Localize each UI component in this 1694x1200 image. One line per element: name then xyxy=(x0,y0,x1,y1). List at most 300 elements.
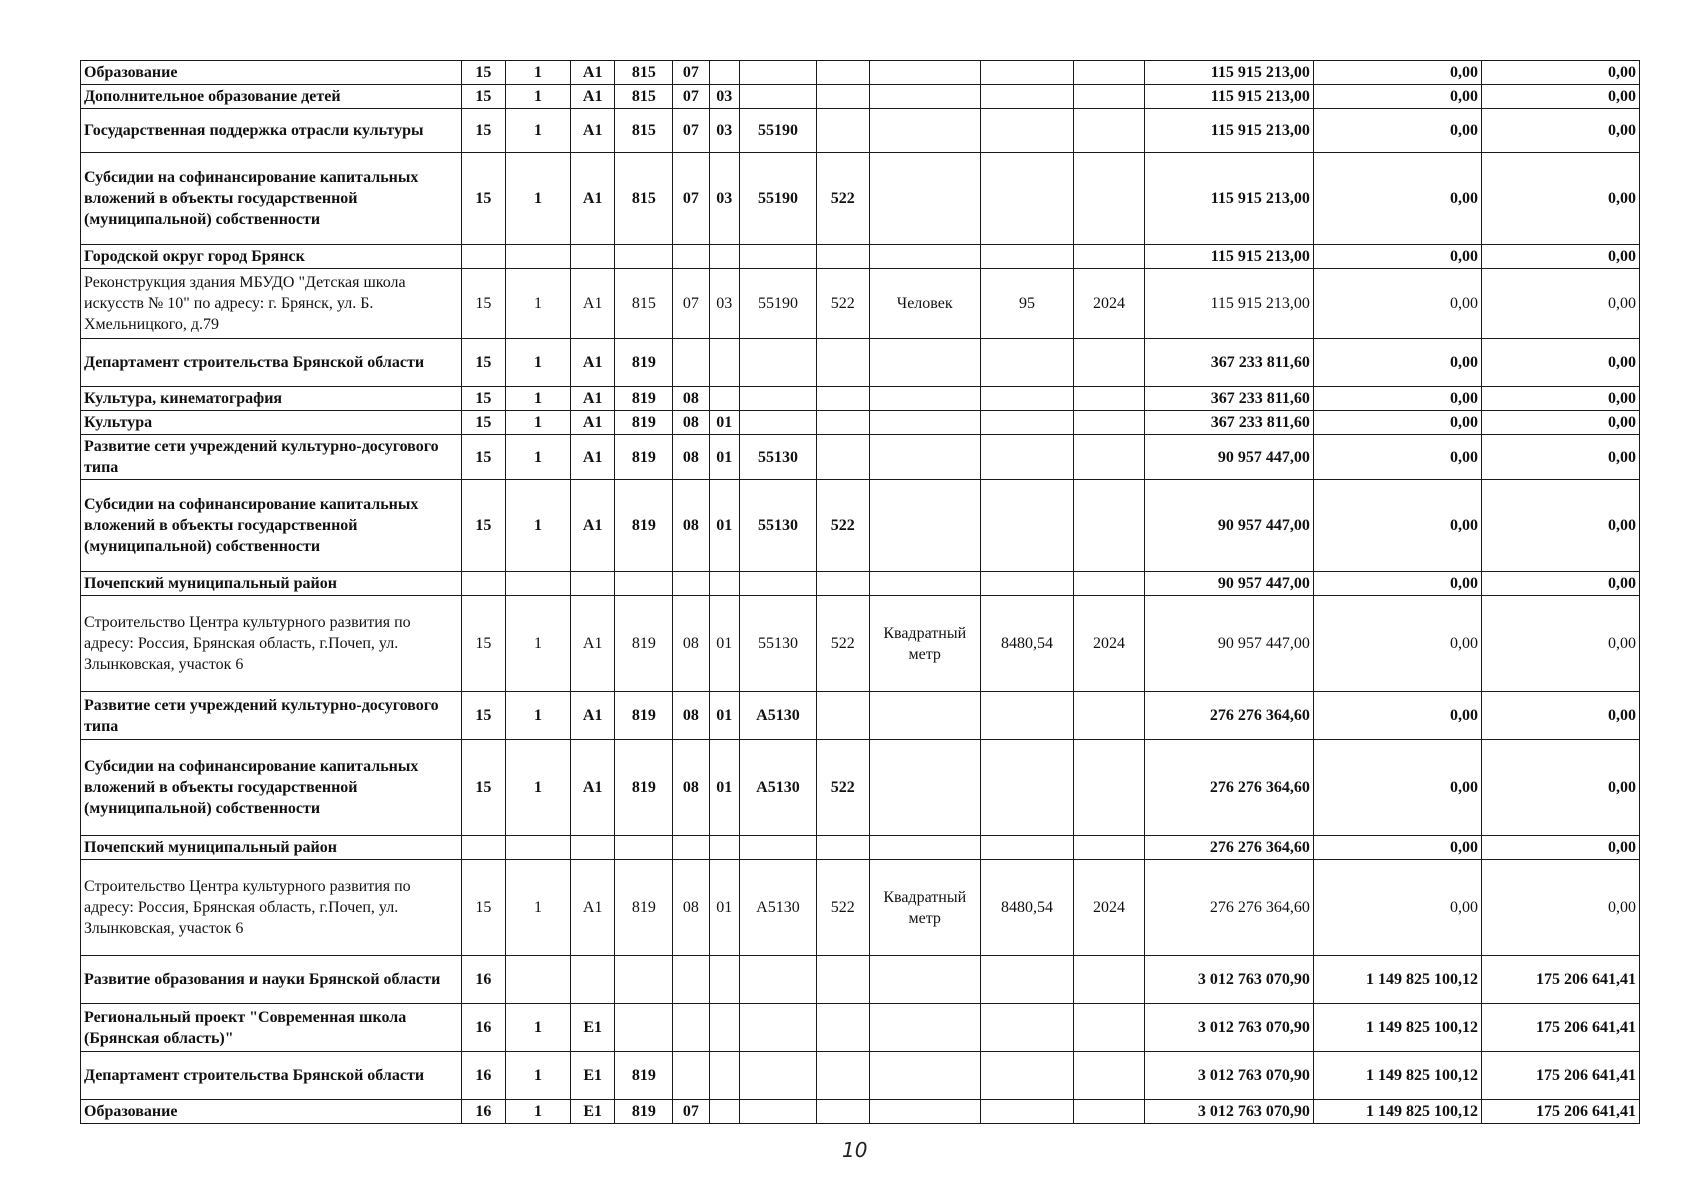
cell-unit: Квадратный метр xyxy=(869,596,980,692)
cell-year xyxy=(1074,480,1145,572)
cell-subsection: 01 xyxy=(709,740,739,836)
cell-subprogram xyxy=(506,245,571,269)
cell-project xyxy=(570,836,615,860)
cell-program: 16 xyxy=(461,956,506,1004)
cell-sum-1: 90 957 447,00 xyxy=(1144,435,1313,480)
cell-sum-2: 0,00 xyxy=(1313,435,1481,480)
cell-year xyxy=(1074,61,1145,85)
cell-subprogram: 1 xyxy=(506,387,571,411)
cell-subsection: 01 xyxy=(709,692,739,740)
cell-year xyxy=(1074,411,1145,435)
cell-unit xyxy=(869,480,980,572)
cell-unit: Человек xyxy=(869,269,980,339)
cell-unit xyxy=(869,153,980,245)
cell-sum-1: 3 012 763 070,90 xyxy=(1144,1052,1313,1100)
cell-expense-type xyxy=(816,572,869,596)
cell-sum-1: 276 276 364,60 xyxy=(1144,692,1313,740)
cell-sum-1: 367 233 811,60 xyxy=(1144,387,1313,411)
cell-name: Образование xyxy=(81,61,462,85)
table-row xyxy=(81,692,1640,740)
cell-subsection: 03 xyxy=(709,109,739,153)
cell-sum-2: 0,00 xyxy=(1313,153,1481,245)
cell-target: А5130 xyxy=(739,692,816,740)
cell-capacity xyxy=(980,61,1073,85)
table-row xyxy=(81,411,1640,435)
cell-project: А1 xyxy=(570,61,615,85)
cell-project: А1 xyxy=(570,269,615,339)
cell-project xyxy=(570,245,615,269)
cell-gr: 819 xyxy=(615,411,673,435)
cell-program: 15 xyxy=(461,85,506,109)
cell-capacity xyxy=(980,411,1073,435)
cell-capacity: 8480,54 xyxy=(980,596,1073,692)
cell-sum-2: 1 149 825 100,12 xyxy=(1313,1052,1481,1100)
cell-project: Е1 xyxy=(570,1052,615,1100)
cell-capacity xyxy=(980,85,1073,109)
cell-subprogram: 1 xyxy=(506,85,571,109)
cell-expense-type: 522 xyxy=(816,860,869,956)
cell-name: Субсидии на софинансирование капитальных вложений в объекты государственной (муниципальной) собственности xyxy=(81,153,462,245)
cell-gr: 815 xyxy=(615,153,673,245)
cell-sum-3: 0,00 xyxy=(1481,411,1639,435)
cell-gr: 819 xyxy=(615,387,673,411)
cell-subsection: 01 xyxy=(709,435,739,480)
cell-year xyxy=(1074,1052,1145,1100)
cell-expense-type xyxy=(816,61,869,85)
cell-expense-type xyxy=(816,956,869,1004)
cell-program: 16 xyxy=(461,1004,506,1052)
cell-capacity xyxy=(980,1004,1073,1052)
cell-sum-3: 175 206 641,41 xyxy=(1481,1052,1639,1100)
cell-subprogram: 1 xyxy=(506,269,571,339)
cell-target xyxy=(739,85,816,109)
cell-expense-type xyxy=(816,692,869,740)
cell-gr: 815 xyxy=(615,61,673,85)
cell-gr xyxy=(615,245,673,269)
cell-year: 2024 xyxy=(1074,269,1145,339)
cell-sum-1: 115 915 213,00 xyxy=(1144,153,1313,245)
table-row xyxy=(81,1004,1640,1052)
cell-unit xyxy=(869,435,980,480)
cell-name: Развитие сети учреждений культурно-досугового типа xyxy=(81,435,462,480)
cell-unit xyxy=(869,1052,980,1100)
cell-sum-2: 0,00 xyxy=(1313,339,1481,387)
cell-capacity xyxy=(980,1052,1073,1100)
cell-expense-type: 522 xyxy=(816,740,869,836)
cell-section xyxy=(673,836,709,860)
cell-gr: 819 xyxy=(615,1052,673,1100)
cell-unit xyxy=(869,85,980,109)
cell-subprogram: 1 xyxy=(506,692,571,740)
cell-sum-3: 0,00 xyxy=(1481,85,1639,109)
cell-subprogram: 1 xyxy=(506,1100,571,1124)
cell-year xyxy=(1074,836,1145,860)
cell-unit xyxy=(869,1004,980,1052)
cell-year xyxy=(1074,85,1145,109)
cell-program: 15 xyxy=(461,109,506,153)
cell-name: Развитие образования и науки Брянской области xyxy=(81,956,462,1004)
cell-target xyxy=(739,572,816,596)
cell-name: Культура, кинематография xyxy=(81,387,462,411)
cell-sum-3: 0,00 xyxy=(1481,245,1639,269)
cell-sum-1: 3 012 763 070,90 xyxy=(1144,1100,1313,1124)
cell-section: 08 xyxy=(673,387,709,411)
table-row xyxy=(81,339,1640,387)
cell-expense-type xyxy=(816,387,869,411)
cell-section: 07 xyxy=(673,1100,709,1124)
cell-subprogram: 1 xyxy=(506,153,571,245)
table-row xyxy=(81,740,1640,836)
cell-sum-2: 0,00 xyxy=(1313,411,1481,435)
cell-sum-2: 0,00 xyxy=(1313,860,1481,956)
cell-project xyxy=(570,956,615,1004)
cell-project: А1 xyxy=(570,411,615,435)
cell-subsection xyxy=(709,1004,739,1052)
table-row xyxy=(81,1100,1640,1124)
cell-program: 15 xyxy=(461,596,506,692)
cell-project: А1 xyxy=(570,109,615,153)
cell-section: 08 xyxy=(673,480,709,572)
cell-sum-1: 367 233 811,60 xyxy=(1144,339,1313,387)
cell-target: А5130 xyxy=(739,860,816,956)
cell-target xyxy=(739,245,816,269)
cell-program: 16 xyxy=(461,1052,506,1100)
cell-sum-3: 0,00 xyxy=(1481,692,1639,740)
cell-year xyxy=(1074,435,1145,480)
cell-year xyxy=(1074,387,1145,411)
cell-capacity xyxy=(980,572,1073,596)
cell-unit xyxy=(869,411,980,435)
table-row xyxy=(81,269,1640,339)
cell-year xyxy=(1074,153,1145,245)
table-row xyxy=(81,956,1640,1004)
cell-project: А1 xyxy=(570,339,615,387)
cell-gr: 819 xyxy=(615,435,673,480)
cell-section: 07 xyxy=(673,269,709,339)
cell-expense-type xyxy=(816,339,869,387)
cell-sum-1: 90 957 447,00 xyxy=(1144,480,1313,572)
cell-subsection xyxy=(709,339,739,387)
cell-subsection: 01 xyxy=(709,860,739,956)
cell-section: 07 xyxy=(673,109,709,153)
cell-program: 16 xyxy=(461,1100,506,1124)
cell-target xyxy=(739,956,816,1004)
table-row xyxy=(81,836,1640,860)
table-row xyxy=(81,387,1640,411)
cell-year xyxy=(1074,740,1145,836)
cell-subsection: 01 xyxy=(709,596,739,692)
cell-subprogram: 1 xyxy=(506,339,571,387)
cell-sum-2: 0,00 xyxy=(1313,245,1481,269)
cell-expense-type xyxy=(816,85,869,109)
cell-project: Е1 xyxy=(570,1004,615,1052)
cell-subprogram: 1 xyxy=(506,480,571,572)
table-row xyxy=(81,61,1640,85)
cell-program: 15 xyxy=(461,387,506,411)
cell-sum-2: 0,00 xyxy=(1313,269,1481,339)
cell-expense-type xyxy=(816,109,869,153)
cell-subsection xyxy=(709,1100,739,1124)
cell-capacity xyxy=(980,153,1073,245)
cell-capacity xyxy=(980,692,1073,740)
cell-unit xyxy=(869,572,980,596)
cell-sum-1: 90 957 447,00 xyxy=(1144,572,1313,596)
cell-sum-3: 0,00 xyxy=(1481,339,1639,387)
cell-program: 15 xyxy=(461,480,506,572)
cell-name: Городской округ город Брянск xyxy=(81,245,462,269)
table-row xyxy=(81,109,1640,153)
cell-year xyxy=(1074,1100,1145,1124)
cell-program: 15 xyxy=(461,153,506,245)
cell-capacity xyxy=(980,339,1073,387)
cell-subprogram xyxy=(506,836,571,860)
cell-gr: 815 xyxy=(615,269,673,339)
cell-section: 08 xyxy=(673,692,709,740)
cell-sum-3: 0,00 xyxy=(1481,269,1639,339)
table-row xyxy=(81,480,1640,572)
cell-subsection xyxy=(709,245,739,269)
cell-expense-type: 522 xyxy=(816,596,869,692)
cell-section xyxy=(673,572,709,596)
cell-sum-2: 0,00 xyxy=(1313,85,1481,109)
cell-program: 15 xyxy=(461,435,506,480)
cell-capacity: 95 xyxy=(980,269,1073,339)
cell-target xyxy=(739,1052,816,1100)
cell-program: 15 xyxy=(461,269,506,339)
cell-gr: 819 xyxy=(615,1100,673,1124)
cell-capacity xyxy=(980,480,1073,572)
cell-expense-type xyxy=(816,245,869,269)
cell-gr: 815 xyxy=(615,109,673,153)
cell-target xyxy=(739,1004,816,1052)
cell-subprogram: 1 xyxy=(506,740,571,836)
cell-capacity xyxy=(980,956,1073,1004)
cell-program: 15 xyxy=(461,740,506,836)
cell-sum-3: 0,00 xyxy=(1481,435,1639,480)
cell-expense-type xyxy=(816,1100,869,1124)
cell-subsection xyxy=(709,61,739,85)
cell-section xyxy=(673,339,709,387)
table-row xyxy=(81,435,1640,480)
cell-project: А1 xyxy=(570,692,615,740)
cell-subprogram: 1 xyxy=(506,411,571,435)
cell-sum-1: 3 012 763 070,90 xyxy=(1144,1004,1313,1052)
cell-sum-2: 0,00 xyxy=(1313,836,1481,860)
cell-project xyxy=(570,572,615,596)
table-row xyxy=(81,572,1640,596)
cell-capacity: 8480,54 xyxy=(980,860,1073,956)
cell-sum-3: 0,00 xyxy=(1481,109,1639,153)
cell-unit xyxy=(869,339,980,387)
cell-sum-1: 3 012 763 070,90 xyxy=(1144,956,1313,1004)
cell-subprogram: 1 xyxy=(506,1052,571,1100)
cell-sum-1: 115 915 213,00 xyxy=(1144,245,1313,269)
cell-name: Культура xyxy=(81,411,462,435)
cell-sum-3: 0,00 xyxy=(1481,153,1639,245)
cell-project: А1 xyxy=(570,435,615,480)
cell-year xyxy=(1074,572,1145,596)
cell-expense-type xyxy=(816,1052,869,1100)
cell-subprogram: 1 xyxy=(506,435,571,480)
cell-name: Субсидии на софинансирование капитальных вложений в объекты государственной (муниципальной) собственности xyxy=(81,740,462,836)
cell-gr: 819 xyxy=(615,860,673,956)
cell-capacity xyxy=(980,387,1073,411)
cell-name: Департамент строительства Брянской области xyxy=(81,339,462,387)
cell-project: Е1 xyxy=(570,1100,615,1124)
table-row xyxy=(81,153,1640,245)
cell-gr: 819 xyxy=(615,596,673,692)
cell-program xyxy=(461,836,506,860)
cell-name: Строительство Центра культурного развития по адресу: Россия, Брянская область, г.Почеп, ул. Злынковская, участок 6 xyxy=(81,596,462,692)
cell-gr: 819 xyxy=(615,692,673,740)
cell-unit: Квадратный метр xyxy=(869,860,980,956)
cell-name: Образование xyxy=(81,1100,462,1124)
cell-sum-2: 0,00 xyxy=(1313,692,1481,740)
table-row xyxy=(81,245,1640,269)
cell-sum-3: 0,00 xyxy=(1481,572,1639,596)
cell-year xyxy=(1074,109,1145,153)
cell-subprogram: 1 xyxy=(506,860,571,956)
table-row xyxy=(81,1052,1640,1100)
cell-sum-3: 0,00 xyxy=(1481,836,1639,860)
cell-section: 08 xyxy=(673,411,709,435)
cell-sum-1: 367 233 811,60 xyxy=(1144,411,1313,435)
cell-project: А1 xyxy=(570,480,615,572)
cell-unit xyxy=(869,245,980,269)
cell-unit xyxy=(869,387,980,411)
budget-table-body xyxy=(81,61,1640,1124)
cell-capacity xyxy=(980,435,1073,480)
cell-name: Региональный проект "Современная школа (Брянская область)" xyxy=(81,1004,462,1052)
cell-expense-type xyxy=(816,1004,869,1052)
cell-unit xyxy=(869,956,980,1004)
cell-year xyxy=(1074,956,1145,1004)
cell-name: Государственная поддержка отрасли культуры xyxy=(81,109,462,153)
cell-sum-2: 1 149 825 100,12 xyxy=(1313,956,1481,1004)
cell-gr xyxy=(615,836,673,860)
cell-sum-1: 276 276 364,60 xyxy=(1144,836,1313,860)
cell-project: А1 xyxy=(570,85,615,109)
cell-sum-2: 0,00 xyxy=(1313,61,1481,85)
cell-project: А1 xyxy=(570,596,615,692)
cell-target: 55130 xyxy=(739,435,816,480)
cell-subsection: 01 xyxy=(709,411,739,435)
cell-subprogram: 1 xyxy=(506,1004,571,1052)
cell-program: 15 xyxy=(461,61,506,85)
cell-subsection: 03 xyxy=(709,153,739,245)
cell-sum-2: 1 149 825 100,12 xyxy=(1313,1100,1481,1124)
cell-target xyxy=(739,61,816,85)
cell-sum-2: 0,00 xyxy=(1313,740,1481,836)
cell-sum-3: 0,00 xyxy=(1481,740,1639,836)
cell-name: Почепский муниципальный район xyxy=(81,836,462,860)
cell-expense-type xyxy=(816,836,869,860)
cell-expense-type: 522 xyxy=(816,480,869,572)
cell-subsection xyxy=(709,1052,739,1100)
cell-sum-1: 115 915 213,00 xyxy=(1144,85,1313,109)
page-number: 10 xyxy=(842,1138,868,1162)
cell-section xyxy=(673,245,709,269)
cell-sum-2: 0,00 xyxy=(1313,387,1481,411)
cell-section: 08 xyxy=(673,435,709,480)
cell-expense-type: 522 xyxy=(816,153,869,245)
cell-project: А1 xyxy=(570,387,615,411)
cell-capacity xyxy=(980,245,1073,269)
cell-gr: 815 xyxy=(615,85,673,109)
cell-gr xyxy=(615,956,673,1004)
table-row xyxy=(81,596,1640,692)
cell-sum-3: 175 206 641,41 xyxy=(1481,1004,1639,1052)
cell-target: 55190 xyxy=(739,153,816,245)
cell-subsection xyxy=(709,572,739,596)
cell-subprogram: 1 xyxy=(506,109,571,153)
cell-section: 08 xyxy=(673,596,709,692)
cell-target xyxy=(739,1100,816,1124)
cell-unit xyxy=(869,740,980,836)
cell-year xyxy=(1074,692,1145,740)
cell-subprogram: 1 xyxy=(506,61,571,85)
cell-name: Субсидии на софинансирование капитальных вложений в объекты государственной (муниципальной) собственности xyxy=(81,480,462,572)
cell-subprogram: 1 xyxy=(506,596,571,692)
cell-section: 08 xyxy=(673,740,709,836)
cell-section xyxy=(673,1052,709,1100)
cell-section: 07 xyxy=(673,153,709,245)
cell-name: Реконструкция здания МБУДО "Детская школа искусств № 10" по адресу: г. Брянск, ул. Б. Хмельницкого, д.79 xyxy=(81,269,462,339)
cell-sum-1: 115 915 213,00 xyxy=(1144,61,1313,85)
cell-sum-1: 90 957 447,00 xyxy=(1144,596,1313,692)
cell-section: 07 xyxy=(673,85,709,109)
cell-sum-2: 0,00 xyxy=(1313,109,1481,153)
cell-gr: 819 xyxy=(615,339,673,387)
cell-target xyxy=(739,836,816,860)
cell-section xyxy=(673,956,709,1004)
cell-program xyxy=(461,572,506,596)
cell-subsection: 03 xyxy=(709,85,739,109)
cell-section xyxy=(673,1004,709,1052)
cell-sum-1: 115 915 213,00 xyxy=(1144,109,1313,153)
cell-year xyxy=(1074,245,1145,269)
cell-target: 55190 xyxy=(739,109,816,153)
table-row xyxy=(81,860,1640,956)
cell-capacity xyxy=(980,1100,1073,1124)
cell-sum-3: 0,00 xyxy=(1481,480,1639,572)
cell-sum-2: 0,00 xyxy=(1313,596,1481,692)
cell-target: 55190 xyxy=(739,269,816,339)
cell-sum-3: 175 206 641,41 xyxy=(1481,956,1639,1004)
cell-sum-2: 1 149 825 100,12 xyxy=(1313,1004,1481,1052)
cell-sum-2: 0,00 xyxy=(1313,572,1481,596)
cell-program: 15 xyxy=(461,411,506,435)
cell-target xyxy=(739,339,816,387)
table-row xyxy=(81,85,1640,109)
cell-sum-2: 0,00 xyxy=(1313,480,1481,572)
cell-capacity xyxy=(980,836,1073,860)
cell-sum-3: 0,00 xyxy=(1481,61,1639,85)
cell-target xyxy=(739,411,816,435)
cell-project: А1 xyxy=(570,153,615,245)
cell-section: 08 xyxy=(673,860,709,956)
cell-gr xyxy=(615,1004,673,1052)
cell-sum-3: 0,00 xyxy=(1481,387,1639,411)
cell-unit xyxy=(869,1100,980,1124)
cell-program xyxy=(461,245,506,269)
cell-capacity xyxy=(980,109,1073,153)
cell-name: Департамент строительства Брянской области xyxy=(81,1052,462,1100)
cell-subsection: 03 xyxy=(709,269,739,339)
cell-subsection xyxy=(709,836,739,860)
cell-expense-type: 522 xyxy=(816,269,869,339)
cell-sum-1: 276 276 364,60 xyxy=(1144,860,1313,956)
